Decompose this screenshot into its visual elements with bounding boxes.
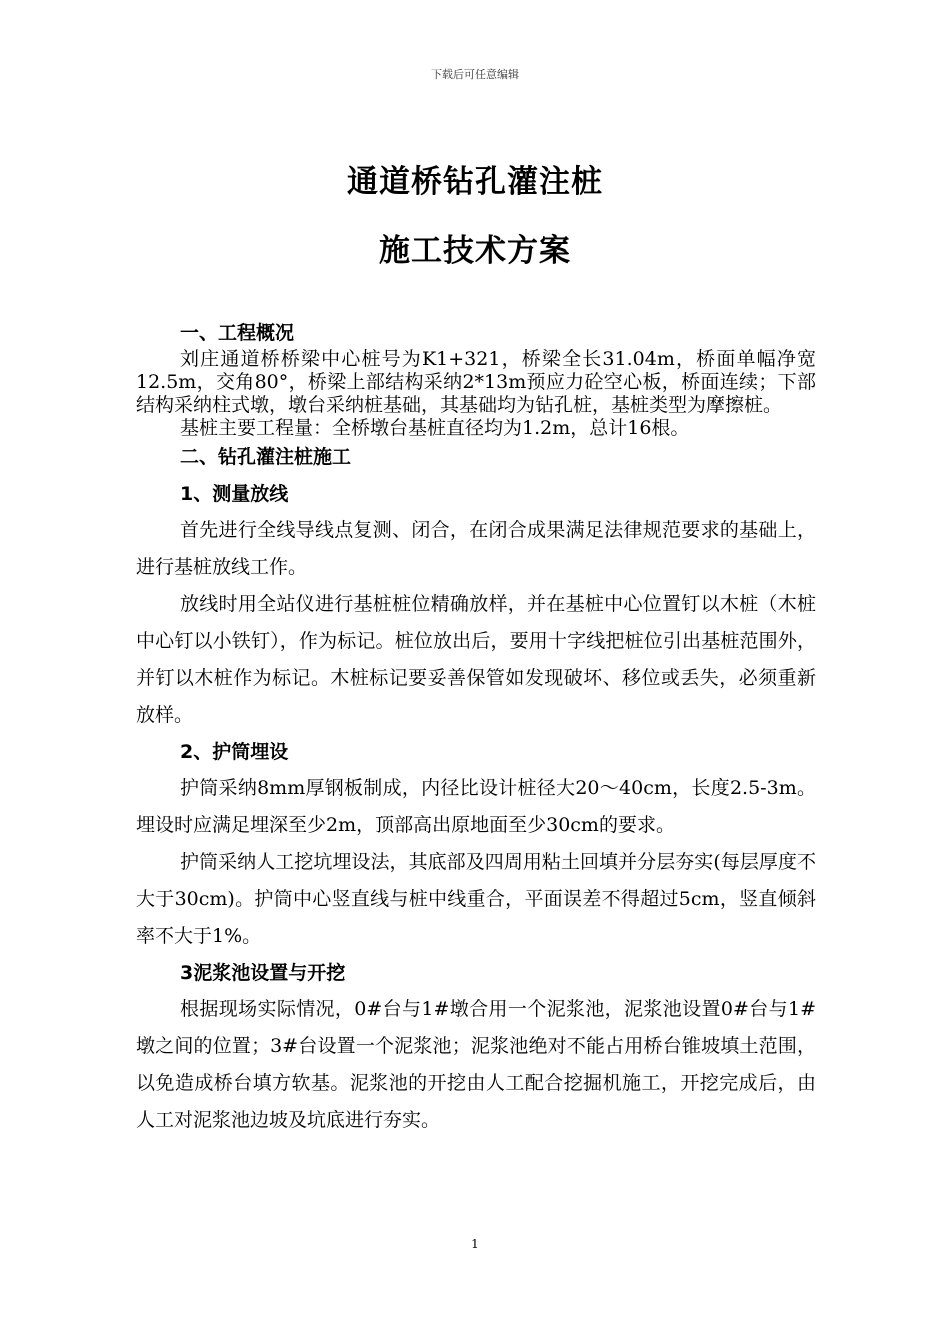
subsection-2-heading: 2、护筒埋设 <box>180 741 289 763</box>
document-title: 通道桥钻孔灌注桩 <box>347 164 603 200</box>
document-body <box>136 318 816 1139</box>
subsection-1-paragraph-1: 首先进行全线导线点复测、闭合，在闭合成果满足法律规范要求的基础上，进行基桩放线工作。 <box>136 519 816 578</box>
subsection-3-heading: 3泥浆池设置与开挖 <box>180 962 346 984</box>
section-2-heading: 二、钻孔灌注桩施工 <box>180 446 352 468</box>
subsection-3-paragraph: 根据现场实际情况，0#台与1#墩合用一个泥浆池，泥浆池设置0#台与1#墩之间的位置；3#台设置一个泥浆池；泥浆池绝对不能占用桥台锥坡填土范围，以免造成桥台填方软基。泥浆池的开挖由人工配合挖掘机施工，开挖完成后，由人工对泥浆池边坡及坑底进行夯实。 <box>136 998 816 1131</box>
document-subtitle: 施工技术方案 <box>379 233 571 269</box>
section-1-paragraph: 刘庄通道桥桥梁中心桩号为K1+321，桥梁全长31.04m，桥面单幅净宽12.5m，交角80°，桥梁上部结构采纳2*13m预应力砼空心板，桥面连续；下部结构采纳柱式墩，墩台采纳桩基础，其基础均为钻孔桩，基桩类型为摩擦桩。 <box>136 348 816 416</box>
section-1-quantity-paragraph: 基桩主要工程量：全桥墩台基桩直径均为1.2m，总计16根。 <box>180 417 690 439</box>
page-number: 1 <box>471 1237 479 1251</box>
subsection-2-paragraph-1: 护筒采纳8mm厚钢板制成，内径比设计桩径大20～40cm，长度2.5-3m。埋设时应满足埋深至少2m，顶部高出原地面至少30cm的要求。 <box>136 777 816 836</box>
subsection-1-paragraph-2: 放线时用全站仪进行基桩桩位精确放样，并在基桩中心位置钉以木桩（木桩中心钉以小铁钉），作为标记。桩位放出后，要用十字线把桩位引出基桩范围外，并钉以木桩作为标记。木桩标记要妥善保管如发现破坏、移位或丢失，必须重新放样。 <box>136 593 816 726</box>
subsection-2-paragraph-2: 护筒采纳人工挖坑埋设法，其底部及四周用粘土回填并分层夯实(每层厚度不大于30cm)。护筒中心竖直线与桩中线重合，平面误差不得超过5cm，竖直倾斜率不大于1%。 <box>136 851 816 947</box>
section-1-heading: 一、工程概况 <box>180 322 295 344</box>
subsection-1-heading: 1、测量放线 <box>180 483 289 505</box>
header-note: 下载后可任意编辑 <box>431 68 519 81</box>
